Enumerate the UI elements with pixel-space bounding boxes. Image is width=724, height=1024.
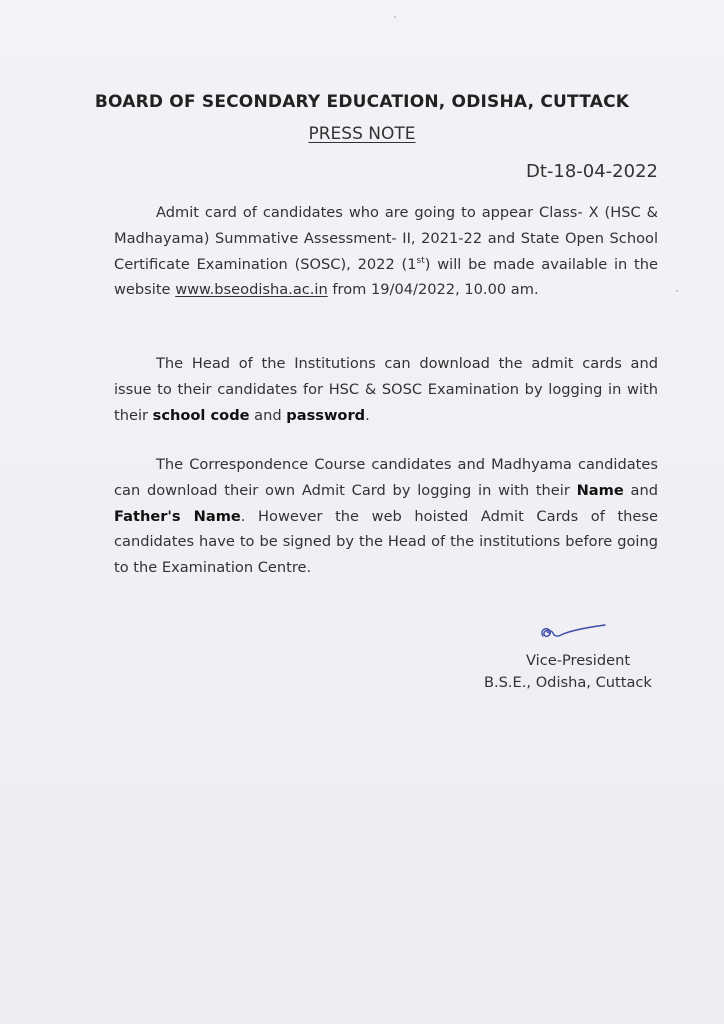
p3-text-b: and [623,481,658,499]
p1-superscript: st [416,255,425,266]
press-note-title [0,124,724,144]
scan-speck [676,290,678,292]
password-bold: password [286,406,366,424]
paragraph-head-of-institutions [114,351,658,428]
p2-text-c: . [365,406,370,424]
paragraph-admit-card-availability [114,200,658,303]
p3-text-a: The Correspondence Course candidates and Madhyama candidates can download their own Admit Card by logging in with their [114,456,658,499]
handwritten-signature [535,620,615,650]
p2-text-a: The Head of the Institutions can download the admit cards and issue to their candidates for HSC & SOSC Examination by logging in with their [114,355,658,424]
signatory-organization: B.S.E., Odisha, Cuttack [484,674,652,691]
website-link[interactable]: www.bseodisha.ac.in [175,281,328,299]
paragraph-correspondence-candidates [114,452,658,581]
fathers-name-bold: Father's Name [114,507,241,525]
p1-text-c: from 19/04/2022, 10.00 am. [327,281,539,299]
press-note-label: PRESS NOTE [308,124,416,144]
p1-text-b: ) will be made available in the website [114,255,658,299]
signatory-title: Vice-President [526,652,631,669]
school-code-bold: school code [152,406,250,424]
p2-text-b: and [249,406,287,424]
p1-text-a: Admit card of candidates who are going to appear Class- X (HSC & Madhayama) Summative Assessment- II, 2021-22 and State Open School Certificate Examination (SOSC), 2022 (1 [114,204,658,273]
scan-speck [394,16,396,18]
p3-text-c: . However the web hoisted Admit Cards of these candidates have to be signed by the Head of the institutions before going to the Examination Centre. [114,507,658,577]
board-name-heading: BOARD OF SECONDARY EDUCATION, ODISHA, CUTTACK [94,92,630,112]
name-bold: Name [576,481,624,499]
date-line: Dt-18-04-2022 [525,161,658,182]
